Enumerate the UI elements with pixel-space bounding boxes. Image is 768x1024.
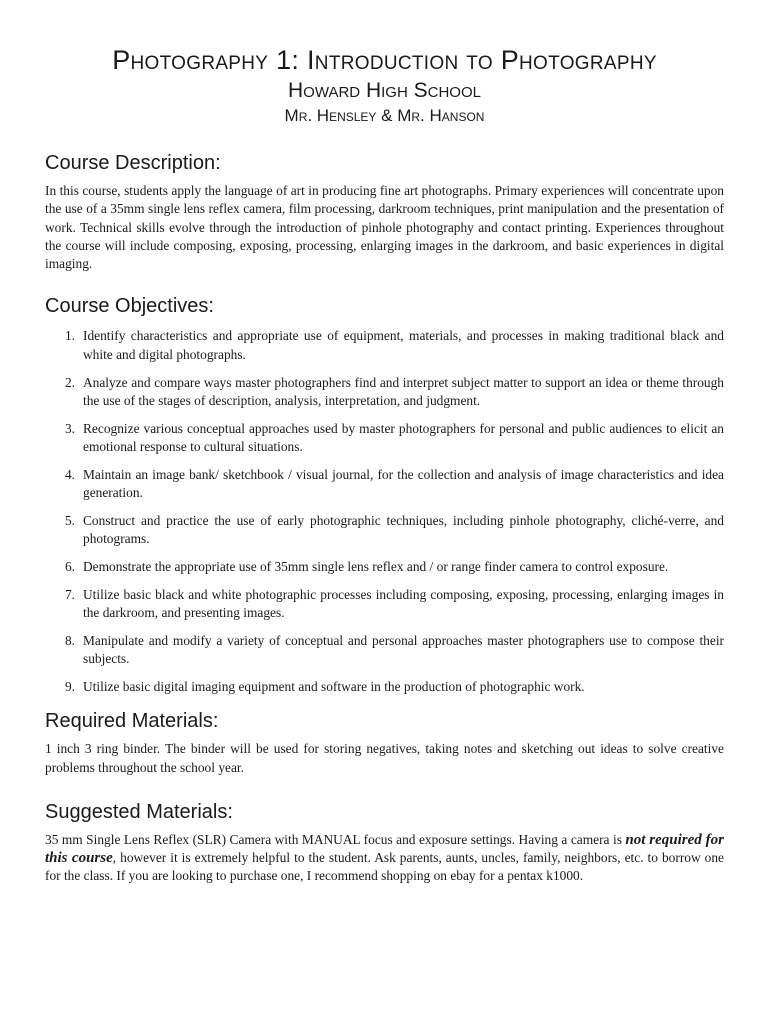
objective-text: Recognize various conceptual approaches used by master photographers for personal and public audiences to elicit an emotional response to cultural situations. xyxy=(83,420,724,454)
document-header xyxy=(45,42,724,128)
objective-number: 1. xyxy=(64,328,75,344)
required-materials-text: 1 inch 3 ring binder. The binder will be used for storing negatives, taking notes and sketching out ideas to solve creative problems throughout the school year. xyxy=(45,741,724,775)
objective-text: Identify characteristics and appropriate use of equipment, materials, and processes in making traditional black and white and digital photographs. xyxy=(83,328,724,362)
objective-item xyxy=(45,678,724,696)
suggested-materials-section xyxy=(45,799,724,886)
objective-number: 9. xyxy=(64,678,75,694)
objective-number: 5. xyxy=(64,512,75,528)
objective-text: Utilize basic digital imaging equipment and software in the production of photographic work. xyxy=(83,678,585,694)
course-description-heading: Course Description: xyxy=(45,152,221,174)
objective-text: Analyze and compare ways master photographers find and interpret subject matter to support an idea or theme through the use of the stages of description, analysis, interpretation, and judgment. xyxy=(83,374,724,408)
course-objectives-heading: Course Objectives: xyxy=(45,295,214,318)
required-materials-heading: Required Materials: xyxy=(45,710,219,733)
objective-text: Utilize basic black and white photographic processes including composing, exposing, processing, enlarging images in the darkroom, and presenting images. xyxy=(83,586,724,621)
objective-item xyxy=(45,420,724,457)
objective-item xyxy=(45,466,724,503)
objective-number: 3. xyxy=(64,420,75,436)
objective-number: 2. xyxy=(64,374,75,390)
emphasis-not-required: not required for this course xyxy=(45,831,724,867)
objective-text: Construct and practice the use of early photographic techniques, including pinhole photography, cliché-verre, and photograms. xyxy=(83,512,724,547)
objective-item xyxy=(45,632,724,669)
objective-item xyxy=(45,586,724,623)
required-materials-section xyxy=(45,708,724,777)
objective-text: Demonstrate the appropriate use of 35mm single lens reflex and / or range finder camera to control exposure. xyxy=(83,558,669,574)
objectives-list xyxy=(45,327,724,696)
school-name: Howard High School xyxy=(288,79,481,102)
course-description-text: In this course, students apply the language of art in producing fine art photographs. Primary experiences will concentrate upon the use of a 35mm single lens reflex camera, film processing, darkroom techniques, print manipulation and the presentation of work. Technical skills evolve through the introduction of pinhole photography and contact printing. Experiences throughout the course will include composing, exposing, processing, enlarging images in the darkroom, and basic experiences in digital imaging. xyxy=(45,183,724,272)
objective-number: 6. xyxy=(64,558,75,574)
objective-item xyxy=(45,558,724,576)
course-objectives-section xyxy=(45,293,724,696)
objective-item xyxy=(45,374,724,411)
suggested-text-before: 35 mm Single Lens Reflex (SLR) Camera with MANUAL focus and exposure settings. Having a camera is xyxy=(45,831,626,847)
course-title: Photography 1: Introduction to Photography xyxy=(112,45,657,75)
objective-item xyxy=(45,327,724,364)
teacher-names: Mr. Hensley & Mr. Hanson xyxy=(284,106,485,125)
course-description-section xyxy=(45,150,724,273)
suggested-materials-text xyxy=(45,831,724,886)
suggested-materials-heading: Suggested Materials: xyxy=(45,800,233,823)
objective-item xyxy=(45,512,724,549)
objective-number: 7. xyxy=(64,586,75,602)
suggested-text-after: , however it is extremely helpful to the student. Ask parents, aunts, uncles, family, neighbors, etc. to borrow one for the class. If you are looking to purchase one, I recommend shopping on ebay for a pentax k1000. xyxy=(45,850,724,884)
objective-text: Manipulate and modify a variety of conceptual and personal approaches master photographers use to compose their subjects. xyxy=(83,632,724,667)
objective-number: 4. xyxy=(64,466,75,482)
objective-text: Maintain an image bank/ sketchbook / visual journal, for the collection and analysis of image characteristics and idea generation. xyxy=(83,466,724,501)
objective-number: 8. xyxy=(64,632,75,648)
